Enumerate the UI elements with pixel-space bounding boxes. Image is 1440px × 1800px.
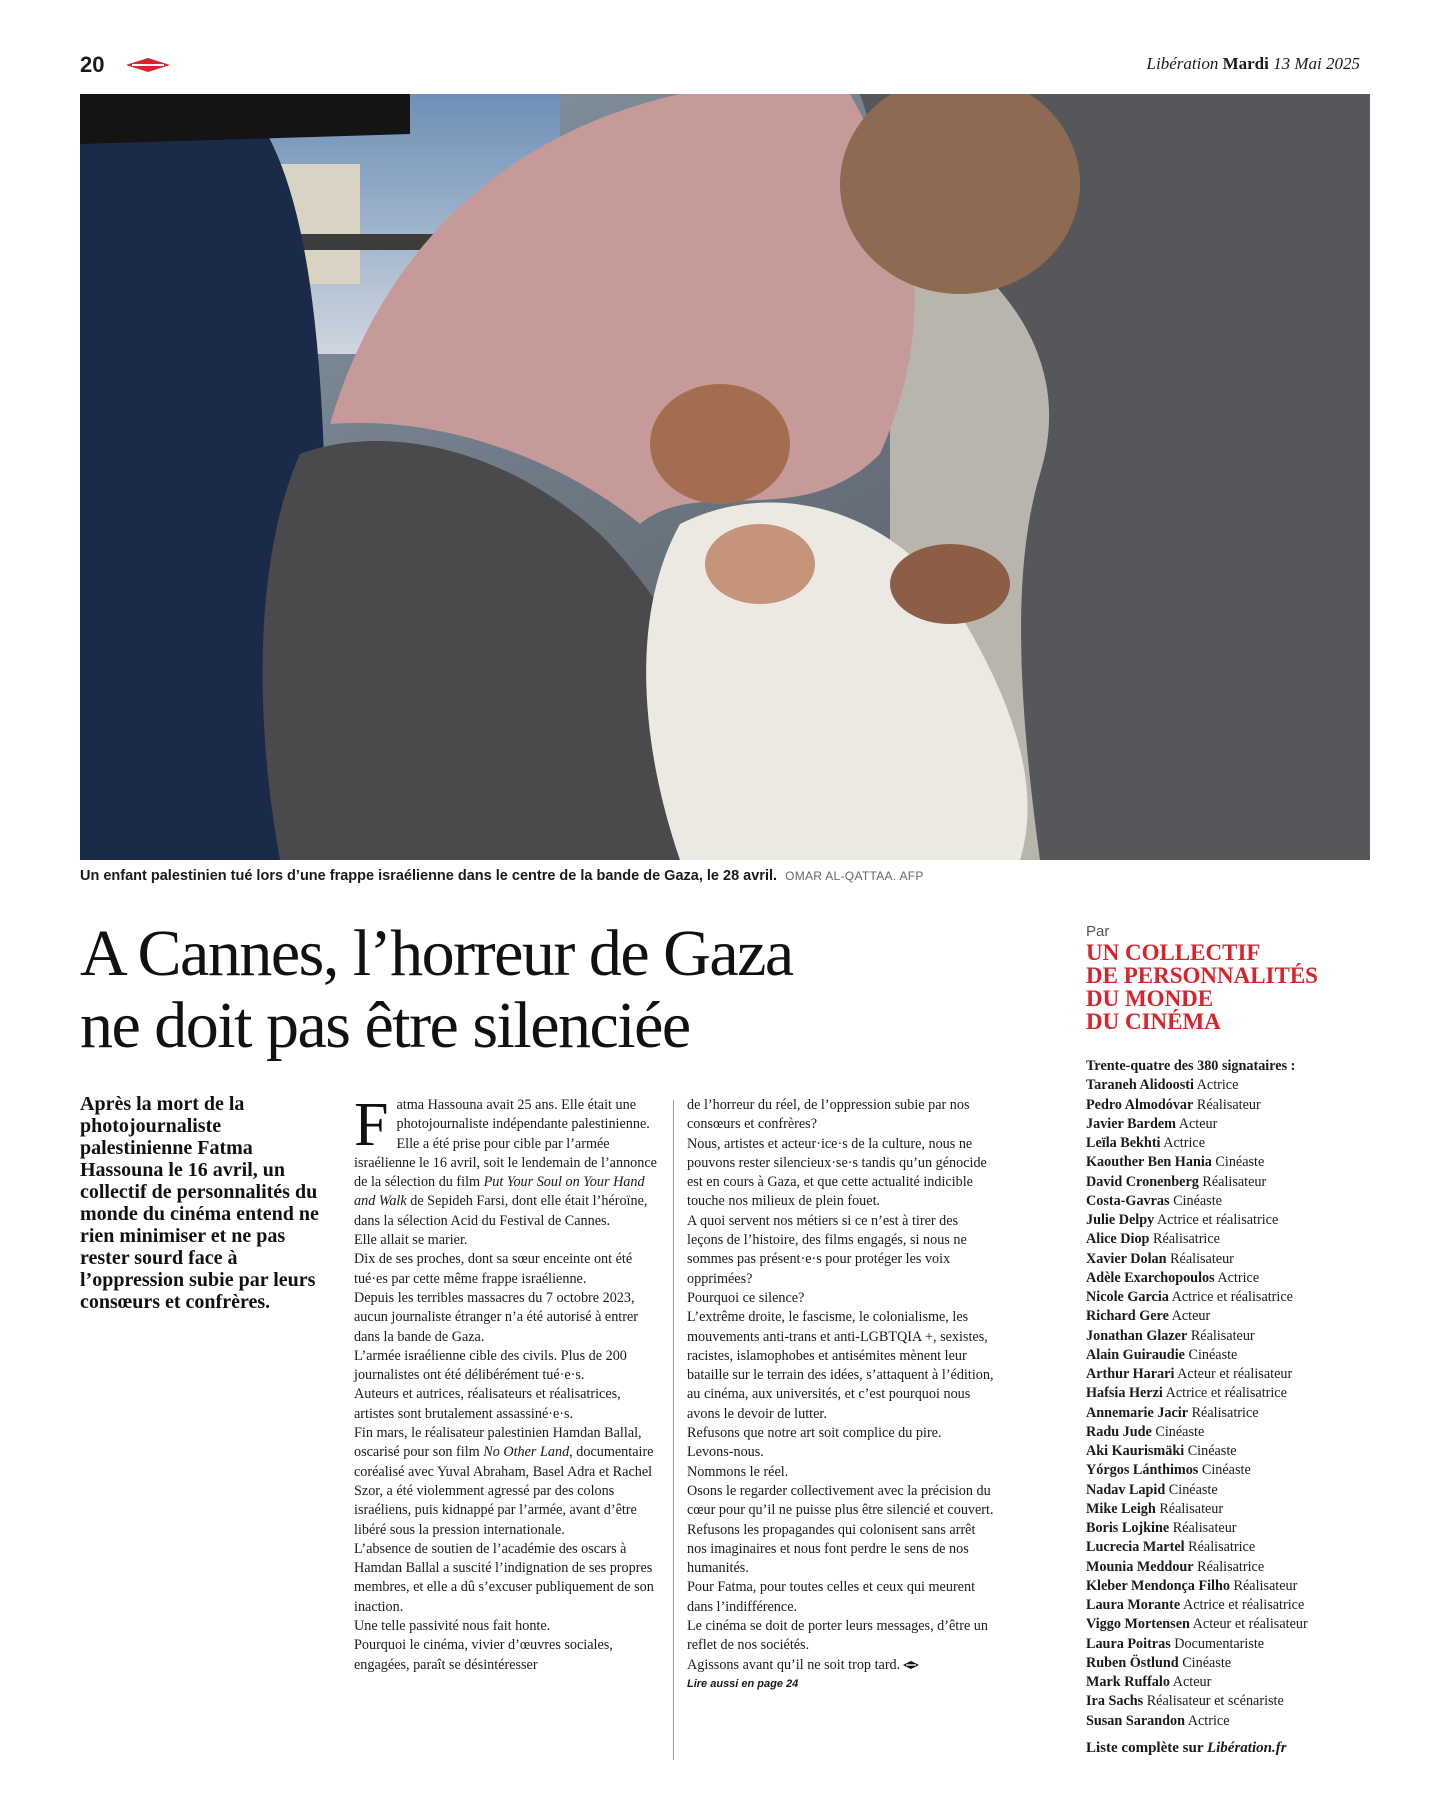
- paragraph: Depuis les terribles massacres du 7 octobre 2023, aucun journaliste étranger n’a été autorisé à entrer dans la bande de Gaza.: [354, 1289, 638, 1345]
- signatory-role: Réalisateur: [1233, 1577, 1298, 1594]
- signatory-name: Nicole Garcia: [1086, 1289, 1169, 1305]
- signatory-name: Alice Diop: [1086, 1231, 1150, 1248]
- drop-cap: F: [354, 1091, 389, 1159]
- signatory-role: Réalisatrice: [1188, 1539, 1256, 1556]
- signatory-role: Réalisateur: [1202, 1173, 1267, 1190]
- signatory-role: Réalisateur et scénariste: [1146, 1693, 1284, 1710]
- signatory-name: Arthur Harari: [1086, 1366, 1175, 1382]
- signatory-role: Réalisateur: [1159, 1500, 1224, 1517]
- signatory-name: Aki Kaurismäki: [1086, 1443, 1185, 1459]
- signatory-name: Richard Gere: [1086, 1308, 1169, 1325]
- signatory-row: [1086, 1615, 1376, 1634]
- issue-day: Mardi: [1222, 54, 1269, 73]
- signatory-name: Hafsia Herzi: [1086, 1385, 1163, 1402]
- signatory-row: [1086, 1692, 1376, 1711]
- signatory-name: Yórgos Lánthimos: [1086, 1462, 1199, 1479]
- headline: [80, 918, 1020, 1062]
- signatory-role: Acteur: [1172, 1674, 1212, 1690]
- signatory-role: Acteur et réalisateur: [1192, 1616, 1308, 1633]
- paragraph-text: , documentaire coréalisé avec Yuval Abraham, Basel Adra et Rachel Szor, a été violemment agressé par des colons israéliens, puis kidnappé par l’armée, avant d’être libéré sous la pression internationale.: [354, 1444, 654, 1538]
- signatory-role: Actrice et réalisatrice: [1182, 1597, 1305, 1613]
- signatory-role: Actrice: [1217, 1269, 1260, 1286]
- signatory-name: Viggo Mortensen: [1086, 1616, 1190, 1633]
- signatories-rows: [1086, 1076, 1376, 1731]
- paragraph: Nommons le réel.: [687, 1463, 789, 1480]
- signatory-role: Réalisateur: [1170, 1250, 1234, 1267]
- paragraph-text: de Sepideh Farsi, dont elle était l’héroïne, dans la sélection Acid du Festival de Cannes.: [354, 1193, 648, 1229]
- signatory-role: Cinéaste: [1187, 1443, 1237, 1459]
- signatory-row: [1086, 1288, 1376, 1307]
- signatory-row: [1086, 1461, 1376, 1480]
- paragraph: Nous, artistes et acteur·ice·s de la culture, nous ne pouvons rester silencieux·se·s tandis qu’un génocide est en cours à Gaza, et que cette actualité indicible touche nos milieux de plein fouet.: [687, 1135, 987, 1210]
- signatories-list: [1086, 1057, 1376, 1731]
- signatory-row: [1086, 1423, 1376, 1442]
- headline-line-1: A Cannes, l’horreur de Gaza: [80, 917, 793, 990]
- signatory-role: Actrice et réalisatrice: [1165, 1385, 1287, 1402]
- signatory-role: Cinéaste: [1173, 1192, 1222, 1209]
- paragraph-text: Fin mars, le réalisateur palestinien Hamdan Ballal, oscarisé pour son film: [354, 1425, 642, 1461]
- paragraph: [354, 1091, 658, 1231]
- signatories-heading: Trente-quatre des 380 signataires :: [1086, 1058, 1296, 1074]
- signatory-row: [1086, 1250, 1376, 1269]
- signatory-role: Actrice et réalisatrice: [1171, 1289, 1293, 1305]
- signatory-row: [1086, 1192, 1376, 1211]
- signatory-role: Acteur et réalisateur: [1177, 1366, 1293, 1382]
- signatory-row: [1086, 1096, 1376, 1115]
- signatory-name: Alain Guiraudie: [1086, 1346, 1185, 1363]
- signatory-role: Réalisateur: [1172, 1520, 1237, 1536]
- end-mark-icon: [903, 1661, 919, 1669]
- full-list-site[interactable]: Libération.fr: [1206, 1740, 1287, 1756]
- signatory-name: Ira Sachs: [1086, 1693, 1144, 1710]
- signatory-row: [1086, 1558, 1376, 1577]
- signatory-role: Cinéaste: [1168, 1481, 1218, 1498]
- news-photo: [80, 94, 1370, 860]
- signatory-row: [1086, 1327, 1376, 1346]
- signatory-name: Annemarie Jacir: [1086, 1404, 1189, 1421]
- signatory-name: David Cronenberg: [1086, 1173, 1199, 1190]
- signatory-row: [1086, 1712, 1376, 1731]
- paragraph-text: Agissons avant qu’il ne soit trop tard.: [687, 1656, 901, 1673]
- paragraph: Refusons que notre art soit complice du pire.: [687, 1425, 942, 1442]
- signatory-name: Mark Ruffalo: [1086, 1674, 1170, 1690]
- issue-date: 13 Mai 2025: [1273, 54, 1360, 73]
- signatory-name: Julie Delpy: [1086, 1212, 1155, 1228]
- publication-name: Libération: [1146, 54, 1219, 73]
- paragraph: Une telle passivité nous fait honte.: [354, 1618, 551, 1635]
- signatory-name: Laura Poitras: [1086, 1635, 1171, 1652]
- signatory-name: Mounia Meddour: [1086, 1558, 1194, 1575]
- signatory-name: Taraneh Alidoosti: [1086, 1077, 1194, 1094]
- paragraph: Elle allait se marier.: [354, 1232, 468, 1249]
- signatory-role: Actrice et réalisatrice: [1156, 1212, 1279, 1228]
- signatory-role: Réalisatrice: [1197, 1558, 1265, 1575]
- paragraph: Le cinéma se doit de porter leurs messages, d’être un reflet de nos sociétés.: [687, 1618, 988, 1654]
- full-list-link[interactable]: [1086, 1740, 1287, 1757]
- byline-author: [1086, 941, 1386, 1033]
- photo-illustration: [80, 94, 1370, 860]
- signatory-row: [1086, 1153, 1376, 1172]
- signatory-row: [1086, 1500, 1376, 1519]
- paragraph: [354, 1424, 658, 1540]
- signatory-role: Acteur: [1171, 1308, 1211, 1325]
- see-also-link[interactable]: Lire aussi en page 24: [687, 1677, 799, 1690]
- signatory-role: Cinéaste: [1201, 1462, 1251, 1479]
- signatory-row: [1086, 1635, 1376, 1654]
- article-lede: Après la mort de la photojournaliste palestinienne Fatma Hassouna le 16 avril, un collectif de personnalités du monde du cinéma entend ne rien minimiser et ne pas rester sourd face à l’oppression subie par leurs consœurs et confrères.: [80, 1093, 319, 1313]
- signatory-row: [1086, 1519, 1376, 1538]
- signatory-name: Ruben Östlund: [1086, 1654, 1179, 1671]
- signatory-row: [1086, 1134, 1376, 1153]
- signatory-row: [1086, 1346, 1376, 1365]
- signatory-name: Javier Bardem: [1086, 1115, 1176, 1132]
- signatory-row: [1086, 1211, 1376, 1230]
- paragraph: [687, 1656, 997, 1675]
- full-list-prefix: Liste complète sur: [1086, 1740, 1204, 1756]
- paragraph: Pourquoi le cinéma, vivier d’œuvres sociales, engagées, paraît se désintéresser: [354, 1637, 613, 1673]
- signatory-role: Actrice: [1187, 1712, 1230, 1729]
- signatory-name: Boris Lojkine: [1086, 1520, 1170, 1536]
- signatory-role: Réalisatrice: [1191, 1404, 1259, 1421]
- byline-line-3: DU MONDE: [1086, 986, 1214, 1011]
- byline-line-4: DU CINÉMA: [1086, 1009, 1221, 1034]
- paragraph: Pourquoi ce silence?: [687, 1289, 805, 1306]
- signatory-role: Réalisateur: [1190, 1327, 1255, 1344]
- column-divider: [673, 1100, 674, 1760]
- paragraph: Pour Fatma, pour toutes celles et ceux qui meurent dans l’indifférence.: [687, 1579, 976, 1615]
- signatory-role: Cinéaste: [1215, 1154, 1265, 1171]
- photo-caption: [80, 868, 924, 884]
- byline-line-1: UN COLLECTIF: [1086, 940, 1261, 965]
- signatory-role: Réalisatrice: [1153, 1231, 1220, 1248]
- page-number: 20: [80, 52, 105, 77]
- paragraph: Levons-nous.: [687, 1444, 764, 1461]
- paragraph: Auteurs et autrices, réalisateurs et réalisatrices, artistes sont brutalement assassiné·e·s.: [354, 1386, 621, 1422]
- film-title: No Other Land: [483, 1444, 570, 1461]
- signatory-row: [1086, 1538, 1376, 1557]
- paragraph: L’absence de soutien de l’académie des oscars à Hamdan Ballal a suscité l’indignation de ses propres membres, et elle a dû s’excuser publiquement de son inaction.: [354, 1540, 654, 1615]
- masthead: [1147, 54, 1360, 74]
- paragraph: A quoi servent nos métiers si ce n’est à tirer des leçons de l’histoire, des films engagés, si nous ne sommes pas présent·e·s pour protéger les voix opprimées?: [687, 1212, 967, 1287]
- signatory-name: Kaouther Ben Hania: [1086, 1154, 1212, 1171]
- byline-label: Par: [1086, 923, 1110, 940]
- signatory-row: [1086, 1596, 1376, 1615]
- signatory-row: [1086, 1269, 1376, 1288]
- signatory-name: Laura Morante: [1086, 1597, 1181, 1613]
- signatory-name: Kleber Mendonça Filho: [1086, 1577, 1230, 1594]
- signatory-name: Jonathan Glazer: [1086, 1327, 1188, 1344]
- signatory-row: [1086, 1173, 1376, 1192]
- signatory-row: [1086, 1115, 1376, 1134]
- signatory-name: Mike Leigh: [1086, 1500, 1156, 1517]
- photo-credit: OMAR AL-QATTAA. AFP: [785, 869, 924, 883]
- paragraph: Osons le regarder collectivement avec la précision du cœur pour qu’il ne puisse plus être silencié et couvert.: [687, 1482, 994, 1519]
- caption-text: Un enfant palestinien tué lors d’une frappe israélienne dans le centre de la bande de Gaza, le 28 avril.: [80, 868, 778, 884]
- signatory-name: Pedro Almodóvar: [1086, 1096, 1194, 1113]
- signatory-name: Xavier Dolan: [1086, 1250, 1167, 1267]
- byline-line-2: DE PERSONNALITÉS: [1086, 963, 1318, 988]
- signatory-role: Acteur: [1178, 1115, 1218, 1132]
- signatory-row: [1086, 1307, 1376, 1326]
- signatory-row: [1086, 1442, 1376, 1461]
- signatory-role: Actrice: [1196, 1077, 1239, 1094]
- article-column-2: [687, 1096, 997, 1694]
- paragraph-text: atma Hassouna avait 25 ans. Elle était une photojournaliste indépendante palestinienne. Elle a été prise pour cible par l’armée israélienne le 16 avril, soit le lendemain de l’annonce de la sélection du film: [354, 1097, 657, 1191]
- liberation-logo-icon: [126, 58, 170, 72]
- paragraph: L’extrême droite, le fascisme, le colonialisme, les mouvements anti-trans et anti-LGBTQIA +, sexistes, racistes, islamophobes et antisémites mènent leur bataille sur le terrain des idées, s’attaquent à l’édition, au cinéma, aux universités, et c’est pourquoi nous avons le devoir de lutter.: [687, 1309, 994, 1422]
- signatory-name: Leïla Bekhti: [1086, 1135, 1161, 1151]
- signatory-row: [1086, 1481, 1376, 1500]
- signatory-name: Costa-Gavras: [1086, 1192, 1170, 1209]
- signatory-name: Lucrecia Martel: [1086, 1539, 1185, 1556]
- signatory-role: Cinéaste: [1188, 1346, 1238, 1363]
- signatory-row: [1086, 1577, 1376, 1596]
- headline-line-2: ne doit pas être silenciée: [80, 989, 690, 1062]
- paragraph: Dix de ses proches, dont sa sœur enceinte ont été tué·es par cette même frappe israélienne.: [354, 1251, 633, 1287]
- paragraph: L’armée israélienne cible des civils. Plus de 200 journalistes ont été délibérément tué·e·s.: [354, 1347, 627, 1384]
- signatory-role: Actrice: [1163, 1135, 1206, 1151]
- signatory-role: Réalisateur: [1196, 1096, 1261, 1113]
- signatory-row: [1086, 1654, 1376, 1673]
- paragraph: de l’horreur du réel, de l’oppression subie par nos consœurs et confrères?: [687, 1097, 970, 1133]
- signatory-name: Nadav Lapid: [1086, 1481, 1166, 1498]
- paragraph: Refusons les propagandes qui colonisent sans arrêt nos imaginaires et nous font perdre le sens de nos humanités.: [687, 1521, 976, 1577]
- film-title: Put Your Soul on Your Hand and Walk: [354, 1174, 645, 1210]
- signatory-role: Cinéaste: [1182, 1654, 1232, 1671]
- signatory-row: [1086, 1384, 1376, 1403]
- signatory-role: Cinéaste: [1155, 1423, 1205, 1440]
- signatory-name: Radu Jude: [1086, 1423, 1152, 1440]
- signatory-name: Adèle Exarchopoulos: [1086, 1269, 1215, 1286]
- signatory-row: [1086, 1365, 1376, 1384]
- signatory-row: [1086, 1230, 1376, 1249]
- signatory-role: Documentariste: [1174, 1635, 1265, 1652]
- article-column-1: [354, 1091, 658, 1675]
- signatory-row: [1086, 1404, 1376, 1423]
- signatory-row: [1086, 1076, 1376, 1095]
- signatory-row: [1086, 1673, 1376, 1692]
- signatory-name: Susan Sarandon: [1086, 1712, 1185, 1729]
